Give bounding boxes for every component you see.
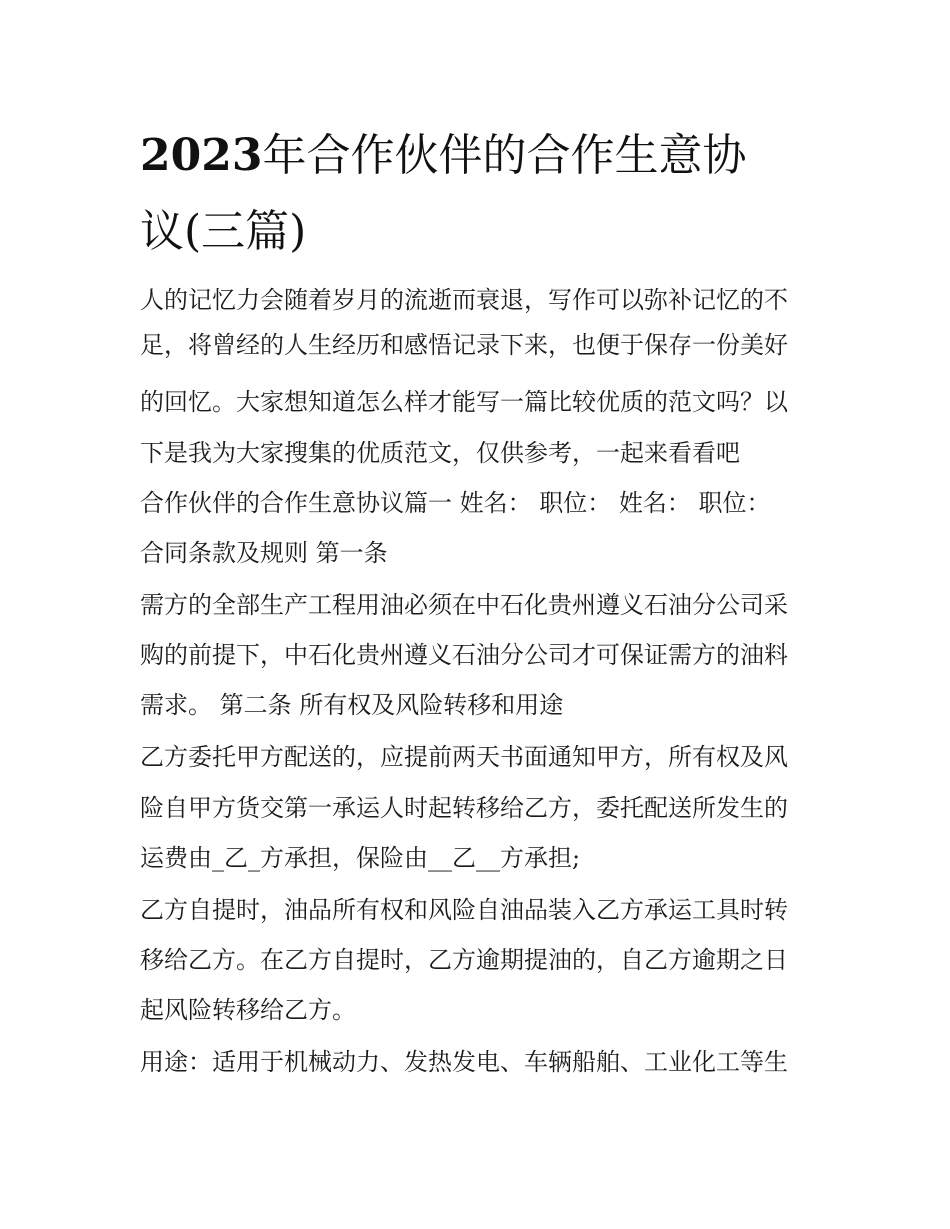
body-line-clause2-heading: 需求。 第二条 所有权及风险转移和用途 — [140, 691, 564, 719]
title-line1-text: 年合作伙伴的合作生意协 — [262, 130, 747, 181]
title-line2-text: 议(三篇) — [140, 206, 307, 257]
title-year: 2023 — [140, 130, 263, 181]
body-line-clause2-5: 移给乙方。在乙方自提时，乙方逾期提油的，自乙方逾期之日 — [140, 946, 788, 974]
body-line-clause2-4: 乙方自提时，油品所有权和风险自油品装入乙方承运工具时转 — [140, 896, 788, 924]
document-title — [140, 118, 820, 270]
body-line-clause1-2: 购的前提下，中石化贵州遵义石油分公司才可保证需方的油料 — [140, 641, 788, 669]
body-line-clause1-1: 需方的全部生产工程用油必须在中石化贵州遵义石油分公司采 — [140, 591, 788, 619]
body-line-clause2-6: 起风险转移给乙方。 — [140, 996, 356, 1024]
body-line-clause2-1: 乙方委托甲方配送的，应提前两天书面通知甲方，所有权及风 — [140, 743, 788, 771]
body-line-clause2-2: 险自甲方货交第一承运人时起转移给乙方，委托配送所发生的 — [140, 794, 788, 822]
body-line-article-heading: 合作伙伴的合作生意协议篇一 姓名： 职位： 姓名： 职位： — [140, 489, 771, 517]
body-line-clause2-3: 运费由_乙_方承担，保险由__乙__方承担; — [140, 844, 581, 872]
body-line-intro-3: 的回忆。大家想知道怎么样才能写一篇比较优质的范文吗？以 — [140, 388, 788, 416]
body-line-intro-1: 人的记忆力会随着岁月的流逝而衰退，写作可以弥补记忆的不 — [140, 286, 788, 314]
body-line-usage: 用途：适用于机械动力、发热发电、车辆船舶、工业化工等生 — [140, 1048, 788, 1076]
body-line-intro-4: 下是我为大家搜集的优质范文，仅供参考，一起来看看吧 — [140, 439, 740, 467]
body-line-clause-heading: 合同条款及规则 第一条 — [140, 539, 388, 567]
body-line-intro-2: 足，将曾经的人生经历和感悟记录下来，也便于保存一份美好 — [140, 331, 788, 359]
